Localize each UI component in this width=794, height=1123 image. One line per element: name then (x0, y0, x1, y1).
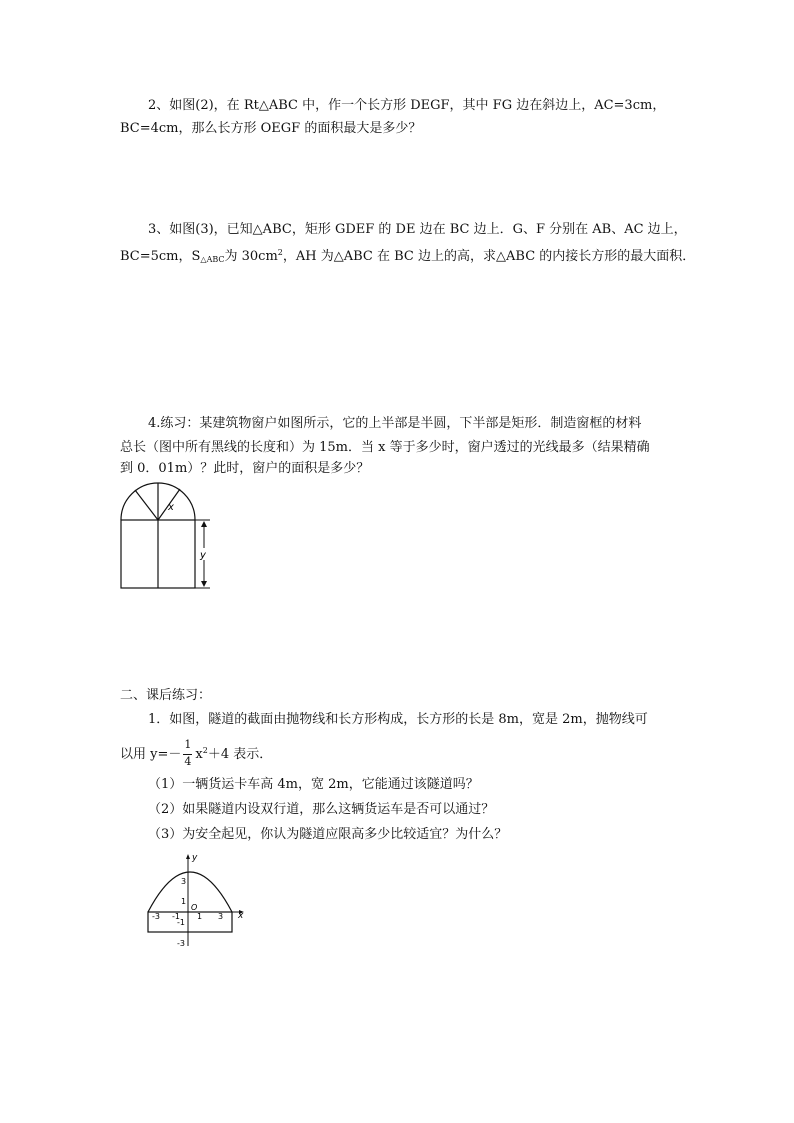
y-tick-neg3: -3 (177, 939, 185, 948)
s2-p1-x: x (195, 747, 203, 762)
q3-line-2-mid: 为 30cm (224, 249, 278, 264)
q3-line-2 (120, 245, 695, 268)
y-tick-3: 3 (181, 877, 187, 886)
window-label-x: x (168, 502, 174, 513)
s2-p1-line-1: 1．如图，隧道的截面由抛物线和长方形构成，长方形的长是 8m，宽是 2m，抛物线可 (148, 712, 648, 727)
s2-p1-line-2-start: 以用 y=－ (120, 747, 182, 762)
x-tick-neg3: -3 (152, 912, 160, 921)
window-label-y: y (200, 550, 206, 561)
q3-line-1: 3、如图(3)，已知△ABC，矩形 GDEF 的 DE 边在 BC 边上．G、F 分别在 AB、AC 边上， (148, 222, 687, 237)
x-tick-3: 3 (218, 912, 224, 921)
q3-triangle-subscript: △ABC (200, 255, 225, 264)
fraction-numerator: 1 (184, 737, 192, 751)
fraction-one-quarter (183, 737, 193, 770)
q4-line-3: 到 0．01m）？此时，窗户的面积是多少？ (120, 461, 370, 476)
x-tick-1: 1 (197, 912, 203, 921)
q4-line-1: 4.练习：某建筑物窗户如图所示，它的上半部是半圆，下半部是矩形．制造窗框的材料 (148, 416, 642, 431)
s2-p1-square: 2 (202, 746, 208, 755)
fraction-denominator: 4 (184, 754, 192, 768)
s2-p1-line-2 (120, 736, 272, 766)
section-2-heading: 二、课后练习： (120, 688, 212, 703)
s2-sub-question-3: （3）为安全起见，你认为隧道应限高多少比较适宜？为什么？ (148, 827, 508, 842)
window-spoke-left (135, 490, 158, 520)
window-figure (118, 482, 218, 592)
q2-line-1: 2、如图(2)，在 Rt△ABC 中，作一个长方形 DEGF，其中 FG 边在斜边上，AC=3cm， (148, 98, 666, 113)
y-axis-arrow (186, 854, 190, 859)
q3-line-2-start: BC=5cm，S (120, 249, 201, 264)
q2-line-2: BC=4cm，那么长方形 OEGF 的面积最大是多少？ (120, 121, 422, 136)
s2-sub-question-1: （1）一辆货运卡车高 4m，宽 2m，它能通过该隧道吗？ (148, 777, 479, 792)
s2-p1-line-2-end: ＋4 表示． (207, 747, 273, 762)
s2-sub-question-2: （2）如果隧道内设双行道，那么这辆货运车是否可以通过？ (148, 802, 495, 817)
q3-square-superscript: 2 (277, 248, 283, 257)
y-tick-neg1: -1 (177, 918, 185, 927)
axis-label-y: y (192, 853, 198, 863)
q4-line-2: 总长（图中所有黑线的长度和）为 15m．当 x 等于多少时，窗户透过的光线最多（结果精确 (120, 440, 650, 455)
x-tick-neg1: -1 (172, 912, 180, 921)
q3-line-2-end: ，AH 为△ABC 在 BC 边上的高，求△ABC 的内接长方形的最大面积． (282, 249, 696, 264)
axis-label-x: x (238, 911, 244, 921)
y-dimension-arrow-down (201, 581, 207, 587)
tunnel-parabola (148, 872, 232, 912)
y-tick-1: 1 (181, 897, 187, 906)
origin-label: O (191, 903, 198, 912)
y-dimension-arrow-up (201, 521, 207, 527)
tunnel-figure (145, 850, 250, 950)
